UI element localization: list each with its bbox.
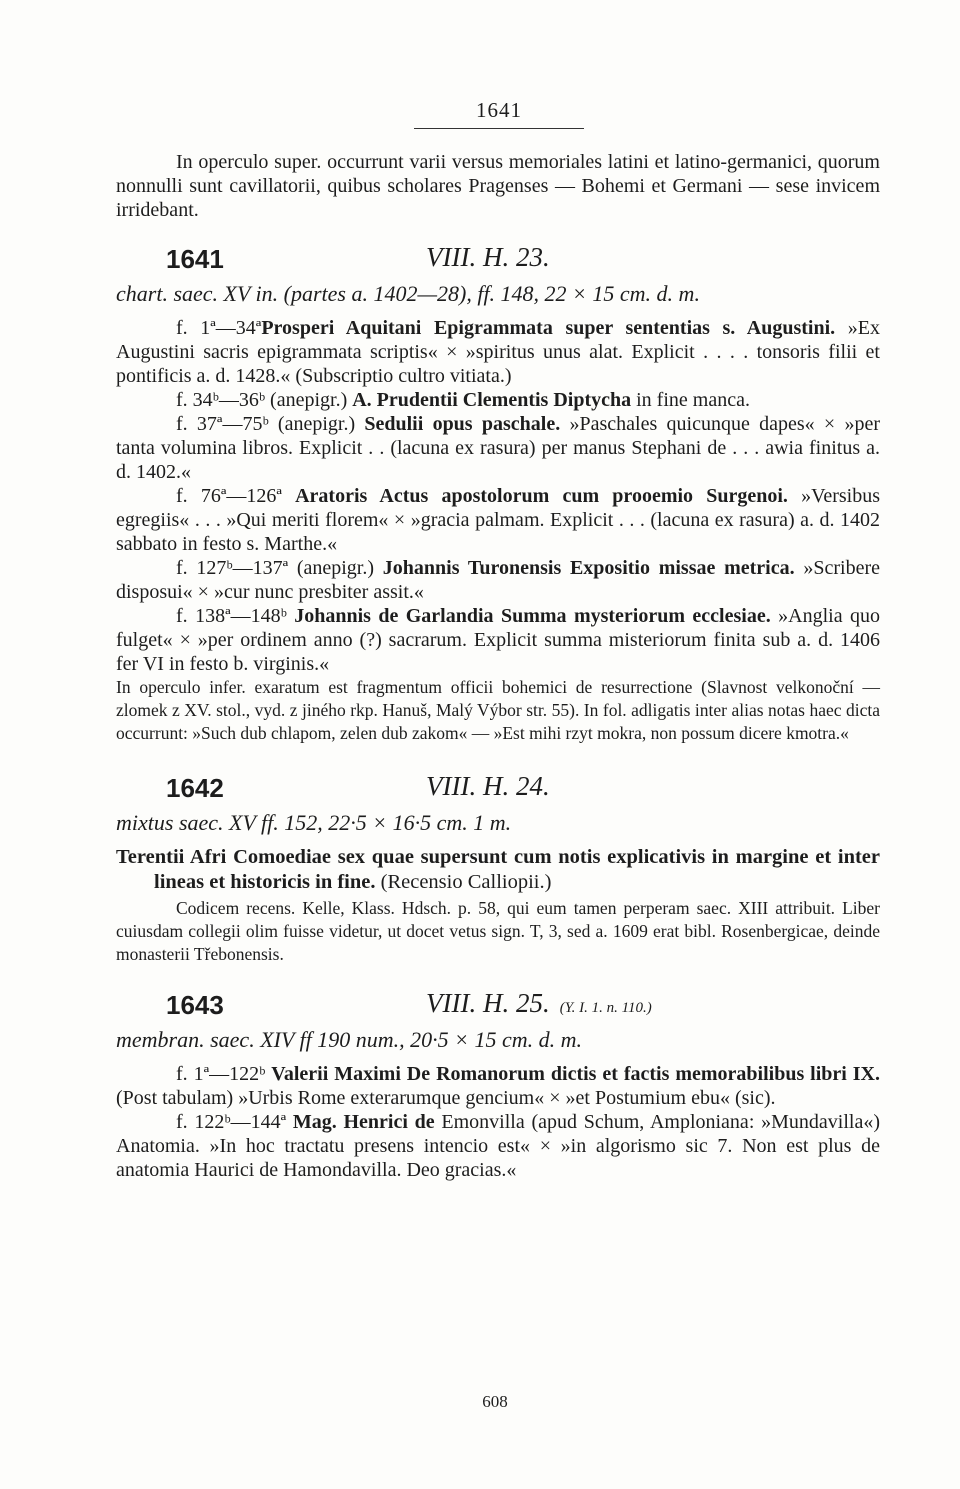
entry-heading-1642 bbox=[116, 771, 880, 807]
entry-number: 1642 bbox=[166, 773, 224, 803]
shelf-signature: VIII. H. 23. bbox=[426, 242, 550, 272]
entry-heading-1643 bbox=[116, 988, 880, 1024]
shelf-signature: VIII. H. 25. (Y. I. 1. n. 110.) bbox=[426, 988, 652, 1018]
content-item: f. 76ª—126ª Aratoris Actus apostolorum cum prooemio Surgenoi. »Versibus egregiis« . . . »Qui meriti florem« × »gracia palmam. Explicit . . . (lacuna ex rasura) a. d. 1402 sabbato in festo s. Marthe.« bbox=[116, 485, 880, 555]
content-item: f. 138ª—148ᵇ Johannis de Garlandia Summa mysteriorum ecclesiae. »Anglia quo fulget« × »per ordinem anno (?) sacrarum. Explicit summa misteriorum finita sub a. d. 1406 fer VI in festo b. virginis.« bbox=[116, 605, 880, 675]
entry-heading-1641 bbox=[116, 242, 880, 278]
content-item: f. 122ᵇ—144ª Mag. Henrici de Emonvilla (apud Schum, Amploniana: »Mundavilla«) Anatomia. »In hoc tractatu presens intencio est« × »in algorismo sic 7. Non est plus de anatomia Haurici de Hamondavilla. Deo gracias.« bbox=[116, 1111, 880, 1181]
running-page-number: 1641 bbox=[414, 98, 584, 129]
entry-number: 1643 bbox=[166, 990, 224, 1020]
page-body bbox=[116, 150, 880, 1182]
entry-physical-description: chart. saec. XV in. (partes a. 1402—28), ff. 148, 22 × 15 cm. d. m. bbox=[116, 281, 700, 306]
entry-number: 1641 bbox=[166, 244, 224, 274]
old-signature-reference: (Y. I. 1. n. 110.) bbox=[559, 1000, 652, 1016]
entry-physical-description: mixtus saec. XV ff. 152, 22·5 × 16·5 cm. 1 m. bbox=[116, 810, 512, 835]
entry-note: Codicem recens. Kelle, Klass. Hdsch. p. 58, qui eum tamen perperam saec. XIII attribuit. Liber cuiusdam collegii olim fuisse videtur, ut docet vetus sign. T, 3, sed a. 1609 erat bibl. Rosenbergicae, deinde monasterii Třebonensis. bbox=[116, 898, 880, 964]
content-item: f. 34ᵇ—36ᵇ (anepigr.) A. Prudentii Clementis Diptycha in fine manca. bbox=[176, 389, 750, 411]
folio-number: 608 bbox=[482, 1392, 508, 1411]
content-item: f. 127ᵇ—137ª (anepigr.) Johannis Turonensis Expositio missae metrica. »Scribere disposui« × »cur nunc presbiter assit.« bbox=[116, 557, 880, 603]
shelf-signature: VIII. H. 24. bbox=[426, 771, 550, 801]
content-item: f. 1ª—122ᵇ Valerii Maximi De Romanorum dictis et factis memorabilibus libri IX. (Post tabulam) »Urbis Rome exterarumque gencium« × »et Postumium ebu« (sic). bbox=[116, 1063, 880, 1109]
entry-physical-description: membran. saec. XIV ff 190 num., 20·5 × 15 cm. d. m. bbox=[116, 1027, 582, 1052]
entry-note: In operculo infer. exaratum est fragmentum officii bohemici de resurrectione (Slavnost velkonoční — zlomek z XV. stol., vyd. z jiného rkp. Hanuš, Malý Výbor str. 55). In fol. adligatis inter alias notas haec dicta occurrunt: »Such dub chlapom, zelen dub zakom« — »Est mihi rzyt mokra, non possum dicere kmotra.« bbox=[116, 677, 880, 743]
entry-title: Terentii Afri Comoediae sex quae supersunt cum notis explicativis in margine et inter lineas et historicis in fine. (Recensio Calliopii.) bbox=[116, 846, 880, 893]
content-item: f. 37ª—75ᵇ (anepigr.) Sedulii opus paschale. »Paschales quicunque dapes« × »per tanta volumina libros. Explicit . . (lacuna ex rasura) per manus Stephani de . . . awia finitus a. d. 1402.« bbox=[116, 413, 880, 483]
intro-paragraph: In operculo super. occurrunt varii versus memoriales latini et latino-germanici, quorum nonnulli sunt cavillatorii, quibus scholares Pragenses — Bohemi et Germani — sese invicem irridebant. bbox=[116, 151, 880, 221]
content-item: f. 1ª—34ªProsperi Aquitani Epigrammata super sententias s. Augustini. »Ex Augustini sacris epigrammata scriptis« × »spiritus unus alat. Explicit . . . . tonsoris filii et pontificis a. d. 1428.« (Subscriptio cultro vitiata.) bbox=[116, 317, 880, 387]
